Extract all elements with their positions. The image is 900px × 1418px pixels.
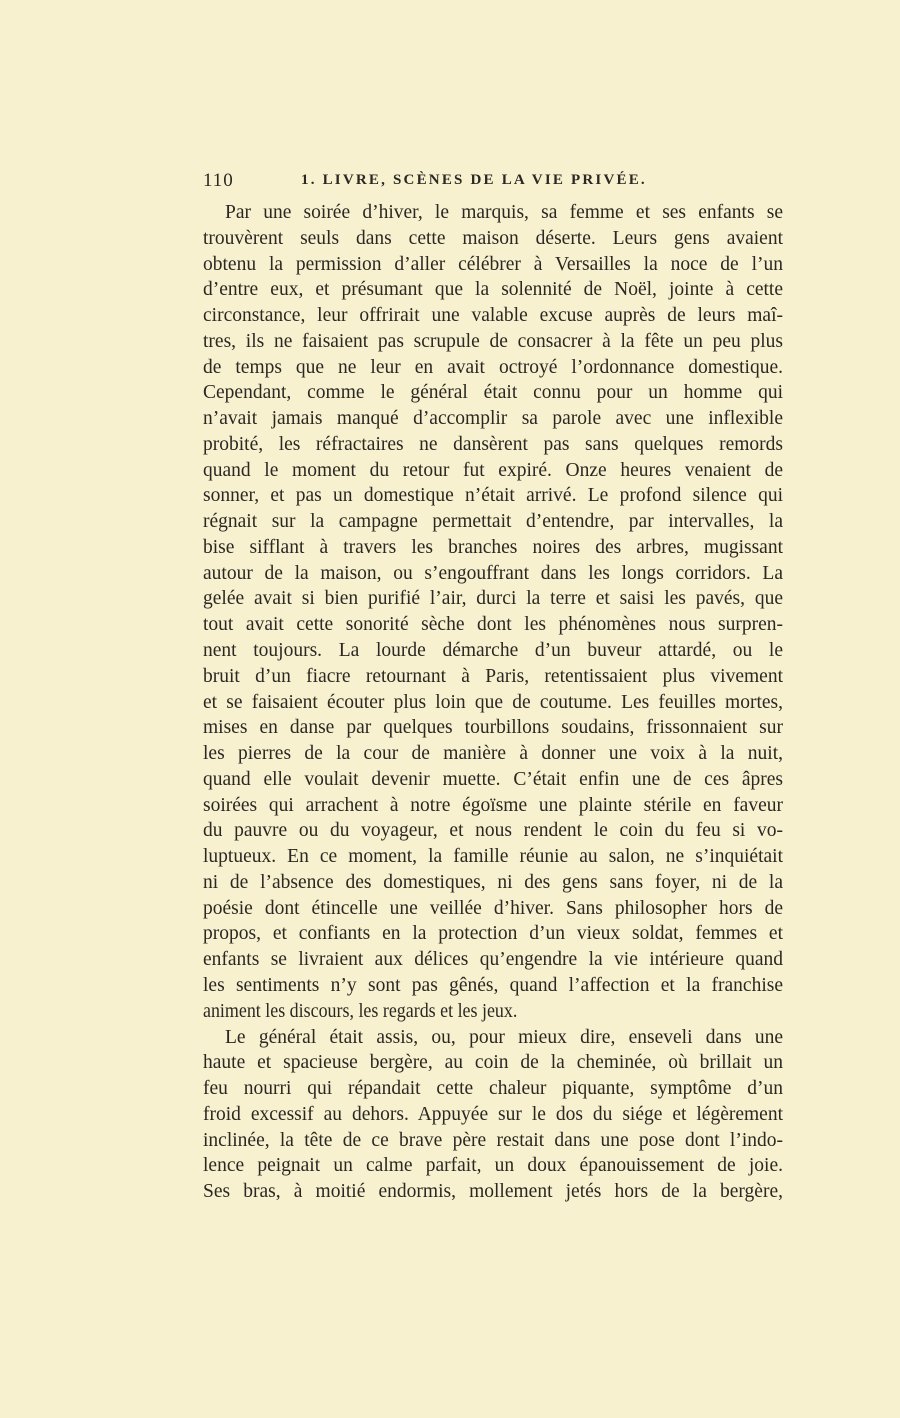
text-line: soirées qui arrachent à notre égoïsme une plainte stérile en faveur bbox=[203, 794, 783, 816]
text-line: quand le moment du retour fut expiré. Onze heures venaient de bbox=[203, 459, 783, 481]
text-line: froid excessif au dehors. Appuyée sur le dos du siége et légèrement bbox=[203, 1103, 783, 1125]
text-line: n’avait jamais manqué d’accomplir sa parole avec une inflexible bbox=[203, 408, 783, 430]
text-line: mises en danse par quelques tourbillons soudains, frissonnaient sur bbox=[203, 717, 783, 739]
text-line: quand elle voulait devenir muette. C’était enfin une de ces âpres bbox=[203, 768, 783, 790]
text-line: les pierres de la cour de manière à donner une voix à la nuit, bbox=[203, 743, 783, 765]
text-line: circonstance, leur offrirait une valable excuse auprès de leurs maî- bbox=[203, 305, 783, 327]
text-line: sonner, et pas un domestique n’était arrivé. Le profond silence qui bbox=[203, 485, 783, 507]
text-line: autour de la maison, ou s’engouffrant dans les longs corridors. La bbox=[203, 562, 783, 584]
text-line: enfants se livraient aux délices qu’engendre la vie intérieure quand bbox=[203, 949, 783, 971]
paragraph bbox=[203, 200, 783, 1025]
text-line: haute et spacieuse bergère, au coin de la cheminée, où brillait un bbox=[203, 1052, 783, 1074]
running-title: 1. LIVRE, SCÈNES DE LA VIE PRIVÉE. bbox=[301, 172, 647, 188]
running-header bbox=[203, 170, 783, 196]
text-line: trouvèrent seuls dans cette maison déserte. Leurs gens avaient bbox=[203, 227, 783, 249]
text-line: tres, ils ne faisaient pas scrupule de consacrer à la fête un peu plus bbox=[203, 330, 783, 352]
text-line: inclinée, la tête de ce brave père restait dans une pose dont l’indo- bbox=[203, 1129, 783, 1151]
text-line: feu nourri qui répandait cette chaleur piquante, symptôme d’un bbox=[203, 1078, 783, 1100]
text-line: bruit d’un fiacre retournant à Paris, retentissaient plus vivement bbox=[203, 665, 783, 687]
text-line: animent les discours, les regards et les jeux. bbox=[203, 1000, 518, 1022]
text-line: d’entre eux, et présumant que la solennité de Noël, jointe à cette bbox=[203, 279, 783, 301]
text-line: Par une soirée d’hiver, le marquis, sa femme et ses enfants se bbox=[225, 202, 783, 223]
text-line: gelée avait si bien purifié l’air, durci la terre et saisi les pavés, que bbox=[203, 588, 783, 610]
page-number: 110 bbox=[203, 170, 234, 191]
text-line: poésie dont étincelle une veillée d’hiver. Sans philosopher hors de bbox=[203, 897, 783, 919]
text-line: Le général était assis, ou, pour mieux dire, enseveli dans une bbox=[225, 1026, 783, 1048]
text-line: les sentiments n’y sont pas gênés, quand l’affection et la franchise bbox=[203, 974, 783, 996]
text-line: luptueux. En ce moment, la famille réunie au salon, ne s’inquiétait bbox=[203, 846, 783, 868]
text-line: de temps que ne leur en avait octroyé l’ordonnance domestique. bbox=[203, 356, 783, 378]
text-line: Ses bras, à moitié endormis, mollement jetés hors de la bergère, bbox=[203, 1181, 783, 1203]
text-line: nent toujours. La lourde démarche d’un buveur attardé, ou le bbox=[203, 640, 783, 662]
text-line: tout avait cette sonorité sèche dont les phénomènes nous surpren- bbox=[203, 614, 783, 636]
text-line: et se faisaient écouter plus loin que de coutume. Les feuilles mortes, bbox=[203, 691, 783, 713]
text-line: lence peignait un calme parfait, un doux épanouissement de joie. bbox=[203, 1155, 783, 1177]
text-line: obtenu la permission d’aller célébrer à Versailles la noce de l’un bbox=[203, 253, 783, 275]
paragraph bbox=[203, 1025, 783, 1205]
text-line: propos, et confiants en la protection d’un vieux soldat, femmes et bbox=[203, 923, 783, 945]
text-line: bise sifflant à travers les branches noires des arbres, mugissant bbox=[203, 536, 783, 558]
text-line: du pauvre ou du voyageur, et nous rendent le coin du feu si vo- bbox=[203, 820, 783, 842]
text-line: régnait sur la campagne permettait d’entendre, par intervalles, la bbox=[203, 511, 783, 533]
text-line: probité, les réfractaires ne dansèrent pas sans quelques remords bbox=[203, 433, 783, 455]
body-text bbox=[203, 200, 783, 1205]
text-line: Cependant, comme le général était connu pour un homme qui bbox=[203, 382, 783, 404]
text-line: ni de l’absence des domestiques, ni des gens sans foyer, ni de la bbox=[203, 871, 783, 893]
